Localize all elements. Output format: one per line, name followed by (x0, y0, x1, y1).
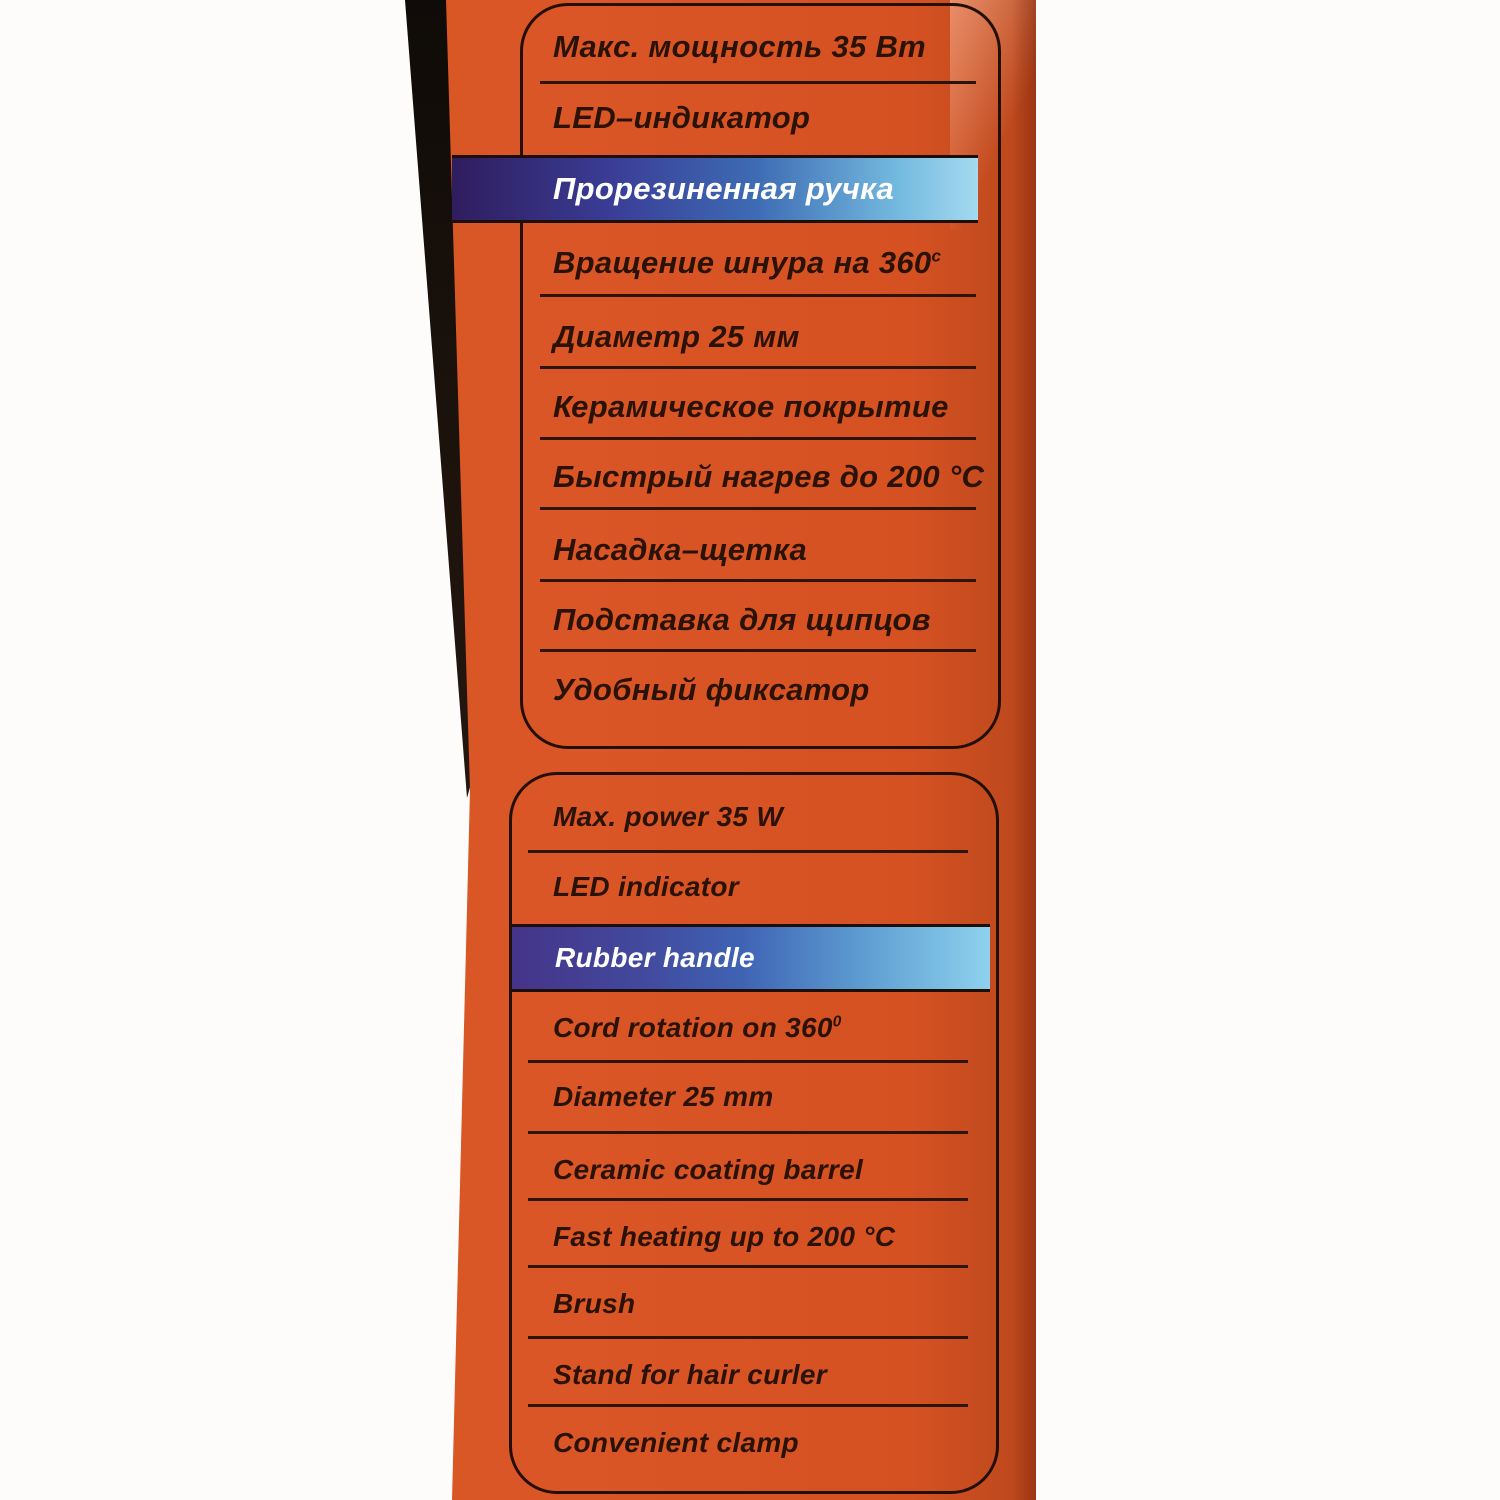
row-separator (540, 649, 976, 652)
row-separator (528, 850, 968, 853)
feature-row: Diameter 25 mm (553, 1081, 774, 1112)
feature-row: Fast heating up to 200 °C (553, 1221, 896, 1252)
row-separator (528, 1336, 968, 1339)
row-separator (540, 579, 976, 582)
feature-row: Brush (553, 1288, 636, 1319)
highlight-band-russian: Прорезиненная ручка (452, 155, 978, 223)
feature-row: Быстрый нагрев до 200 °С (553, 459, 985, 494)
row-separator (540, 507, 976, 510)
feature-row: Max. power 35 W (553, 801, 784, 832)
feature-row: Вращение шнура на $360^с$ (553, 245, 942, 280)
feature-row: Stand for hair curler (553, 1359, 827, 1390)
box-side-dark-edge (0, 0, 500, 810)
feature-row: LED–индикатор (553, 100, 811, 135)
feature-row: Cord rotation on $360^0$ (553, 1012, 842, 1043)
row-separator (540, 437, 976, 440)
row-separator (528, 1060, 968, 1063)
row-separator (528, 1198, 968, 1201)
feature-row: Ceramic coating barrel (553, 1154, 864, 1185)
row-separator (528, 1131, 968, 1134)
feature-row: Convenient clamp (553, 1427, 799, 1458)
row-separator (540, 81, 976, 84)
row-separator (528, 1265, 968, 1268)
box-right-edge-shade (1012, 0, 1036, 1500)
highlight-band-english: Rubber handle (512, 924, 990, 992)
feature-row: Подставка для щипцов (553, 602, 931, 637)
feature-row: Насадка–щетка (553, 532, 808, 567)
feature-row: Диаметр 25 мм (553, 319, 800, 354)
row-separator (528, 1404, 968, 1407)
feature-row: Макс. мощность 35 Вт (553, 29, 927, 64)
feature-row: Удобный фиксатор (553, 672, 870, 707)
row-separator (540, 366, 976, 369)
feature-row: Керамическое покрытие (553, 389, 949, 424)
feature-row: LED indicator (553, 871, 739, 902)
row-separator (540, 294, 976, 297)
